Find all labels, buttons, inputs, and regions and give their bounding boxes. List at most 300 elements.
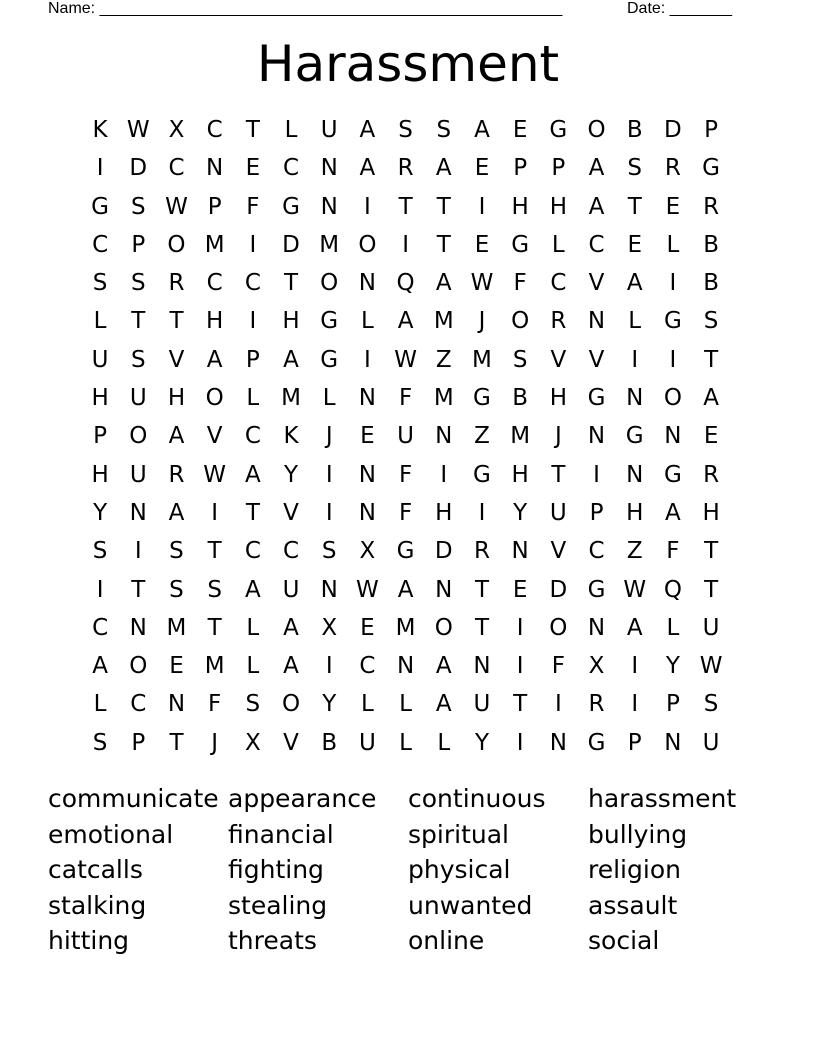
grid-letter: E: [703, 423, 719, 450]
grid-letter: C: [244, 423, 261, 450]
grid-letter: N: [511, 538, 529, 565]
grid-letter: P: [245, 346, 260, 373]
grid-letter: C: [588, 538, 605, 565]
grid-letter: S: [207, 576, 222, 603]
word-list-item: emotional: [48, 819, 174, 849]
grid-letter: S: [703, 308, 719, 335]
grid-letter: D: [664, 117, 682, 143]
grid-letter: O: [205, 385, 224, 412]
grid-letter: I: [669, 270, 677, 297]
grid-letter: T: [131, 576, 146, 603]
grid-letter: D: [129, 155, 148, 182]
grid-letter: V: [206, 423, 223, 450]
word-list-item: assault: [588, 890, 678, 920]
grid-letter: N: [587, 423, 606, 450]
grid-letter: S: [627, 155, 643, 182]
grid-letter: R: [397, 155, 414, 182]
grid-letter: L: [322, 385, 336, 412]
grid-letter: M: [166, 614, 187, 641]
grid-letter: E: [665, 193, 681, 220]
grid-letter: J: [554, 423, 562, 450]
grid-letter: X: [168, 117, 185, 143]
grid-letter: T: [474, 614, 489, 641]
grid-letter: A: [626, 614, 643, 641]
grid-letter: F: [398, 461, 413, 488]
grid-letter: I: [96, 155, 104, 182]
grid-letter: I: [554, 691, 562, 718]
grid-letter: G: [511, 231, 530, 258]
grid-letter: S: [512, 346, 528, 373]
grid-letter: C: [206, 117, 223, 143]
grid-letter: G: [587, 576, 606, 603]
grid-letter: G: [320, 346, 339, 373]
grid-letter: L: [93, 691, 107, 718]
grid-letter: Y: [474, 729, 489, 756]
grid-letter: I: [96, 576, 104, 603]
grid-letter: Q: [396, 270, 415, 297]
word-list-item: online: [408, 926, 485, 955]
grid-letter: T: [436, 193, 451, 220]
page-title: Harassment: [256, 35, 560, 93]
grid-letter: V: [283, 729, 299, 756]
grid-letter: H: [626, 499, 644, 526]
grid-letter: Y: [284, 461, 299, 488]
grid-letter: F: [398, 385, 413, 412]
grid-letter: U: [702, 614, 720, 641]
grid-letter: W: [356, 576, 379, 603]
grid-letter: C: [244, 538, 261, 565]
grid-letter: C: [92, 614, 109, 641]
grid-letter: T: [627, 193, 642, 220]
grid-letter: P: [131, 231, 146, 258]
grid-letter: C: [283, 155, 300, 182]
grid-letter: W: [165, 193, 188, 220]
grid-letter: N: [320, 155, 338, 182]
grid-letter: G: [625, 423, 644, 450]
grid-letter: G: [320, 308, 339, 335]
grid-letter: I: [325, 653, 333, 680]
grid-letter: J: [325, 423, 333, 450]
grid-letter: H: [91, 385, 109, 412]
grid-letter: H: [549, 193, 567, 220]
grid-letter: M: [204, 231, 225, 258]
grid-letter: W: [623, 576, 647, 603]
grid-letter: L: [551, 231, 565, 258]
word-list-item: physical: [408, 855, 511, 884]
grid-letter: E: [474, 155, 490, 182]
grid-letter: U: [397, 423, 415, 450]
grid-letter: L: [93, 308, 107, 335]
grid-letter: A: [435, 691, 452, 718]
grid-letter: H: [549, 385, 567, 412]
grid-letter: I: [631, 653, 639, 680]
grid-letter: D: [282, 231, 300, 258]
grid-letter: G: [663, 308, 682, 335]
grid-letter: G: [702, 155, 720, 182]
grid-letter: A: [626, 270, 643, 297]
grid-letter: W: [203, 461, 227, 488]
grid-letter: T: [398, 193, 413, 220]
name-field-label: Name: ____________________________________________________: [48, 0, 563, 17]
grid-letter: O: [129, 423, 148, 450]
grid-row: [81, 417, 730, 455]
grid-letter: R: [168, 270, 185, 297]
grid-letter: D: [434, 538, 453, 565]
grid-letter: I: [134, 538, 142, 565]
grid-letter: L: [437, 729, 451, 756]
grid-letter: N: [435, 423, 453, 450]
grid-letter: X: [359, 538, 376, 565]
grid-row: [81, 149, 730, 187]
grid-letter: E: [627, 231, 642, 258]
word-list-item: bullying: [588, 819, 688, 849]
grid-letter: N: [473, 653, 491, 680]
grid-letter: I: [631, 691, 639, 718]
grid-letter: A: [244, 576, 261, 603]
grid-letter: P: [207, 193, 222, 220]
grid-letter: S: [245, 691, 261, 718]
grid-letter: N: [206, 155, 224, 182]
grid-letter: G: [473, 461, 491, 488]
grid-letter: M: [204, 653, 225, 680]
grid-letter: O: [434, 614, 453, 641]
grid-letter: I: [478, 193, 486, 220]
grid-letter: N: [435, 576, 453, 603]
grid-letter: U: [473, 691, 491, 718]
grid-letter: O: [320, 270, 339, 297]
grid-letter: T: [474, 576, 489, 603]
grid-letter: H: [282, 308, 300, 335]
grid-letter: F: [551, 653, 565, 680]
grid-row: [81, 609, 730, 647]
grid-letter: A: [435, 653, 452, 680]
grid-letter: U: [549, 499, 567, 526]
grid-letter: H: [702, 499, 720, 526]
grid-letter: M: [433, 308, 454, 335]
grid-letter: T: [436, 231, 451, 258]
grid-letter: Z: [435, 346, 452, 373]
word-list-item: threats: [228, 926, 317, 955]
grid-letter: T: [245, 117, 260, 143]
grid-letter: A: [474, 117, 490, 143]
grid-letter: A: [283, 653, 299, 680]
grid-letter: Y: [513, 499, 528, 526]
grid-letter: C: [244, 270, 261, 297]
grid-letter: N: [167, 691, 186, 718]
grid-letter: N: [587, 614, 606, 641]
grid-letter: A: [397, 308, 414, 335]
grid-letter: S: [92, 729, 108, 756]
grid-letter: G: [587, 385, 606, 412]
grid-letter: O: [129, 653, 148, 680]
grid-letter: H: [91, 461, 109, 488]
grid-letter: F: [398, 499, 413, 526]
grid-row: [81, 341, 730, 379]
grid-letter: J: [211, 729, 219, 756]
grid-letter: A: [206, 346, 223, 373]
grid-letter: P: [589, 499, 604, 526]
grid-letter: L: [246, 653, 260, 680]
grid-letter: U: [702, 729, 720, 756]
grid-letter: I: [249, 231, 257, 258]
word-list-item: continuous: [408, 784, 546, 813]
grid-letter: R: [664, 155, 681, 182]
grid-row: [81, 302, 730, 340]
grid-letter: O: [167, 231, 186, 258]
grid-letter: S: [398, 117, 413, 143]
grid-letter: A: [244, 461, 261, 488]
grid-letter: M: [433, 385, 454, 412]
grid-letter: G: [282, 193, 300, 220]
grid-letter: O: [281, 691, 301, 718]
grid-letter: E: [245, 155, 261, 182]
grid-letter: O: [587, 117, 606, 143]
grid-letter: I: [325, 461, 333, 488]
word-list-item: spiritual: [408, 819, 509, 849]
grid-row: [81, 571, 730, 609]
grid-row: [81, 494, 730, 532]
grid-letter: N: [626, 461, 644, 488]
letter-grid: [81, 111, 730, 762]
word-list-item: social: [588, 926, 660, 955]
grid-row: [81, 188, 730, 226]
grid-letter: E: [360, 614, 375, 641]
grid-row: [81, 724, 730, 762]
grid-letter: A: [168, 499, 185, 526]
grid-letter: N: [626, 385, 644, 412]
grid-letter: G: [663, 461, 682, 488]
grid-letter: T: [207, 538, 222, 565]
grid-letter: N: [358, 461, 377, 488]
grid-letter: T: [704, 538, 719, 565]
grid-letter: K: [283, 423, 299, 450]
grid-letter: N: [358, 385, 377, 412]
grid-letter: H: [511, 461, 529, 488]
word-list-item: unwanted: [408, 890, 533, 920]
grid-letter: U: [358, 729, 376, 756]
grid-letter: A: [435, 155, 452, 182]
grid-letter: H: [511, 193, 529, 220]
grid-letter: M: [510, 423, 531, 450]
grid-letter: I: [402, 231, 409, 258]
grid-letter: T: [704, 576, 719, 603]
grid-letter: W: [394, 346, 417, 373]
grid-letter: Z: [474, 423, 490, 450]
grid-letter: A: [397, 576, 414, 603]
grid-letter: Y: [93, 499, 108, 526]
grid-letter: N: [549, 729, 567, 756]
grid-letter: M: [281, 385, 301, 412]
grid-letter: P: [551, 155, 566, 182]
grid-letter: T: [704, 346, 719, 373]
grid-letter: A: [283, 614, 299, 641]
grid-letter: T: [284, 270, 299, 297]
word-list-item: stealing: [228, 890, 328, 920]
grid-letter: T: [551, 461, 566, 488]
grid-letter: S: [321, 538, 337, 565]
word-list-item: communicate: [48, 784, 219, 813]
grid-letter: I: [669, 346, 677, 373]
grid-letter: E: [512, 117, 528, 143]
grid-letter: H: [167, 385, 186, 412]
grid-letter: Y: [665, 653, 680, 680]
grid-row: [81, 264, 730, 302]
grid-letter: I: [364, 346, 371, 373]
grid-letter: N: [396, 653, 415, 680]
grid-letter: A: [665, 499, 681, 526]
grid-letter: U: [91, 346, 109, 373]
grid-letter: A: [359, 117, 376, 143]
grid-letter: N: [129, 499, 147, 526]
grid-letter: G: [549, 117, 568, 143]
grid-letter: T: [207, 614, 222, 641]
grid-letter: A: [168, 423, 185, 450]
grid-letter: A: [588, 193, 605, 220]
grid-letter: I: [364, 193, 371, 220]
grid-letter: H: [206, 308, 224, 335]
grid-letter: K: [92, 117, 108, 143]
grid-letter: Y: [322, 691, 337, 718]
grid-letter: O: [663, 385, 682, 412]
grid-letter: V: [588, 346, 605, 373]
word-list-item: catcalls: [48, 855, 143, 884]
grid-letter: I: [516, 614, 524, 641]
grid-letter: I: [440, 461, 448, 488]
grid-letter: I: [211, 499, 219, 526]
grid-letter: L: [399, 729, 412, 756]
grid-letter: A: [703, 385, 719, 412]
grid-letter: D: [549, 576, 568, 603]
grid-letter: M: [472, 346, 492, 373]
grid-letter: W: [126, 117, 150, 143]
grid-letter: U: [282, 576, 300, 603]
grid-row: [81, 647, 730, 685]
grid-letter: A: [283, 346, 299, 373]
grid-letter: S: [130, 270, 146, 297]
grid-letter: N: [664, 729, 682, 756]
grid-letter: N: [664, 423, 682, 450]
grid-letter: X: [244, 729, 261, 756]
grid-letter: C: [92, 231, 109, 258]
grid-letter: B: [703, 231, 719, 258]
grid-letter: S: [92, 538, 108, 565]
date-field-label: Date: _______: [627, 0, 732, 17]
grid-letter: P: [93, 423, 108, 450]
grid-letter: B: [321, 729, 338, 756]
grid-letter: B: [703, 270, 719, 297]
grid-letter: L: [628, 308, 642, 335]
grid-letter: I: [325, 499, 333, 526]
grid-letter: P: [513, 155, 528, 182]
grid-letter: L: [666, 231, 680, 258]
grid-letter: O: [549, 614, 568, 641]
grid-letter: N: [129, 614, 147, 641]
grid-letter: L: [284, 117, 298, 143]
grid-letter: F: [246, 193, 260, 220]
grid-letter: B: [626, 117, 643, 143]
grid-row: [81, 226, 730, 264]
grid-letter: X: [588, 653, 605, 680]
word-list-item: hitting: [48, 926, 130, 955]
grid-letter: B: [512, 385, 529, 412]
grid-letter: S: [130, 193, 146, 220]
word-list: [48, 781, 768, 959]
grid-letter: R: [473, 538, 490, 565]
grid-letter: V: [588, 270, 605, 297]
grid-letter: C: [283, 538, 300, 565]
word-list-item: financial: [228, 819, 334, 849]
grid-letter: P: [131, 729, 146, 756]
word-list-item: appearance: [228, 784, 377, 813]
grid-letter: S: [169, 538, 184, 565]
grid-letter: I: [516, 653, 524, 680]
grid-letter: I: [593, 461, 600, 488]
grid-letter: S: [703, 691, 719, 718]
grid-letter: C: [588, 231, 605, 258]
grid-letter: J: [478, 308, 486, 335]
grid-letter: G: [473, 385, 491, 412]
grid-letter: L: [246, 385, 260, 412]
grid-letter: S: [130, 346, 146, 373]
grid-letter: W: [470, 270, 494, 297]
grid-letter: M: [395, 614, 416, 641]
grid-row: [81, 111, 730, 149]
grid-letter: I: [249, 308, 257, 335]
grid-letter: S: [92, 270, 108, 297]
grid-letter: T: [513, 691, 528, 718]
grid-letter: V: [283, 499, 299, 526]
grid-letter: G: [91, 193, 109, 220]
grid-letter: L: [246, 614, 260, 641]
grid-letter: C: [550, 270, 567, 297]
grid-letter: E: [512, 576, 528, 603]
grid-letter: C: [168, 155, 185, 182]
grid-letter: N: [587, 308, 606, 335]
grid-letter: N: [320, 193, 338, 220]
grid-letter: G: [587, 729, 606, 756]
grid-letter: E: [360, 423, 375, 450]
grid-letter: S: [436, 117, 452, 143]
grid-row: [81, 379, 730, 417]
grid-letter: Q: [663, 576, 682, 603]
grid-letter: F: [666, 538, 680, 565]
grid-letter: O: [511, 308, 530, 335]
grid-letter: S: [169, 576, 184, 603]
word-list-item: religion: [588, 855, 681, 884]
grid-letter: F: [513, 270, 527, 297]
grid-letter: C: [359, 653, 376, 680]
grid-letter: R: [703, 461, 720, 488]
grid-letter: N: [358, 270, 377, 297]
grid-letter: I: [516, 729, 524, 756]
word-list-item: stalking: [48, 890, 147, 920]
grid-letter: R: [168, 461, 185, 488]
grid-letter: V: [550, 538, 567, 565]
grid-letter: A: [588, 155, 605, 182]
grid-letter: A: [359, 155, 376, 182]
grid-letter: M: [319, 231, 340, 258]
grid-letter: N: [358, 499, 377, 526]
grid-letter: N: [320, 576, 338, 603]
grid-letter: L: [360, 308, 374, 335]
grid-letter: U: [129, 461, 147, 488]
grid-letter: A: [92, 653, 108, 680]
grid-letter: P: [665, 691, 680, 718]
grid-letter: A: [435, 270, 452, 297]
grid-letter: W: [699, 653, 723, 680]
grid-letter: U: [129, 385, 147, 412]
grid-letter: P: [627, 729, 642, 756]
